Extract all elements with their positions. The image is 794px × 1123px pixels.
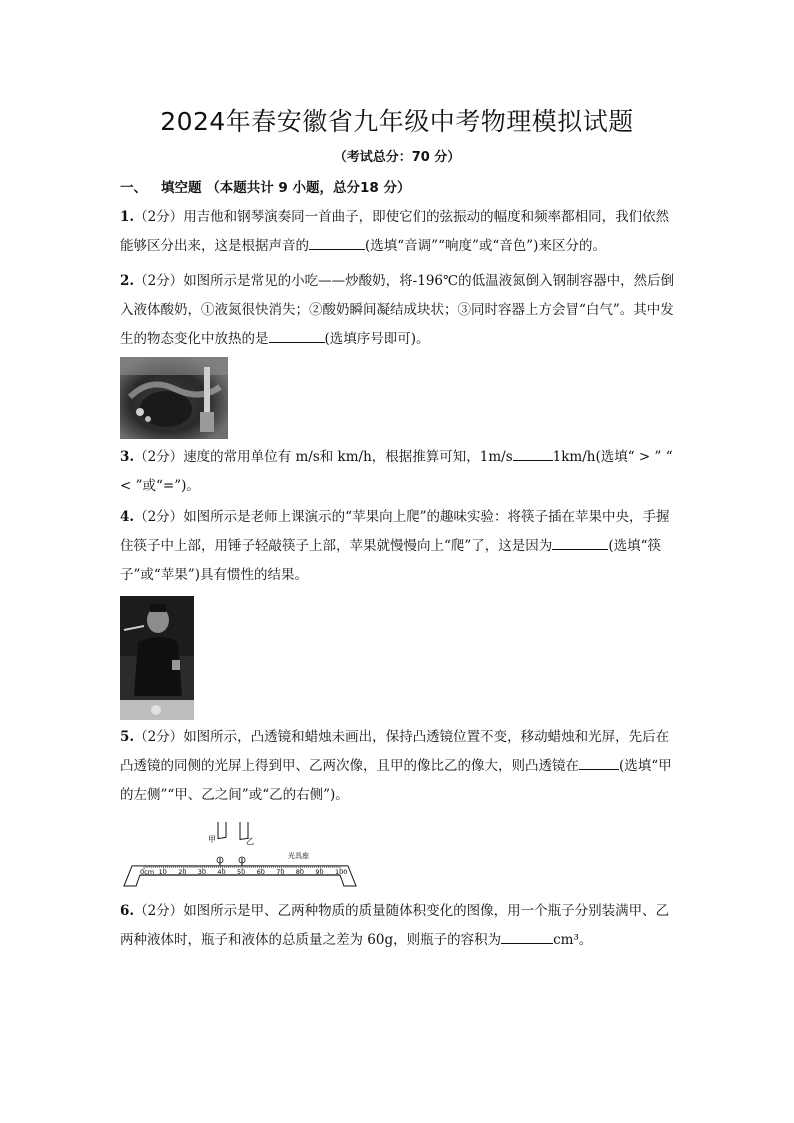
- section-heading: [120, 176, 410, 196]
- answer-blank[interactable]: [501, 929, 553, 944]
- label-jia: 甲: [208, 835, 216, 844]
- label-bench: 光具座: [288, 852, 309, 860]
- question-number: 5.: [120, 729, 135, 745]
- question-number: 3.: [120, 449, 135, 465]
- question-text: 用吉他和钢琴演奏同一首曲子，即使它们的弦振动的幅度和频率都相同，我们依然能够区分出来，这是根据声音的: [120, 209, 670, 254]
- question-text: 速度的常用单位有 m/s和 km/h，根据推算可知，1m/s: [183, 449, 513, 465]
- question-text-tail: (选填“筷子”或“苹果”)具有惯性的结果。: [120, 538, 661, 583]
- scale-tick-label: 60: [256, 868, 265, 876]
- question-6: [120, 897, 680, 955]
- scale-tick-label: 80: [295, 868, 305, 876]
- section-title: 填空题: [161, 180, 202, 196]
- question-points: （2分）: [134, 209, 184, 225]
- question-text-tail: (选填序号即可)。: [324, 331, 430, 347]
- question-text: 如图所示，凸透镜和蜡烛未画出，保持凸透镜位置不变，移动蜡烛和光屏，先后在凸透镜的同侧的光屏上得到甲、乙两次像，且甲的像比乙的像大，则凸透镜在: [120, 729, 670, 774]
- question-text-tail: (选填“甲的左侧”“甲、乙之间”或“乙的右侧”)。: [120, 758, 672, 803]
- figure-teacher-apple-photo: [120, 596, 194, 720]
- question-number: 6.: [120, 903, 135, 919]
- question-text-tail: 1km/h(选填“ > ” “ < ”或“=”)。: [120, 449, 673, 494]
- answer-blank[interactable]: [513, 446, 553, 461]
- question-number: 4.: [120, 509, 135, 525]
- section-number: 一、: [120, 180, 147, 196]
- figure-fried-yogurt-photo: [120, 357, 228, 439]
- question-number: 2.: [120, 273, 135, 289]
- question-text: 如图所示是老师上课演示的“苹果向上爬”的趣味实验：将筷子插在苹果中央，手握住筷子中上部，用锤子轻敲筷子上部，苹果就慢慢向上“爬”了，这是因为: [120, 509, 670, 554]
- page-title: 2024年春安徽省九年级中考物理模拟试题: [160, 107, 634, 136]
- question-text: 如图所示是甲、乙两种物质的质量随体积变化的图像，用一个瓶子分别装满甲、乙两种液体时，瓶子和液体的总质量之差为 60g，则瓶子的容积为: [120, 903, 670, 948]
- question-points: （2分）: [134, 903, 184, 919]
- scale-tick-label: 40: [217, 868, 226, 876]
- label-yi: 乙: [246, 837, 254, 846]
- question-text: 如图所示是常见的小吃——炒酸奶，将-196℃的低温液氮倒入钢制容器中，然后倒入液体酸奶，①液氮很快消失；②酸奶瞬间凝结成块状；③同时容器上方会冒“白气”。其中发生的物态变化中放热的是: [120, 273, 675, 347]
- scale-tick-label: 10: [158, 868, 167, 876]
- question-number: 1.: [120, 209, 135, 225]
- section-info: （本题共计 9 小题，总分18 分）: [206, 180, 411, 196]
- answer-blank[interactable]: [309, 235, 365, 250]
- screen-jia: [218, 822, 226, 839]
- scale-tick-label: 100: [335, 868, 348, 876]
- question-points: （2分）: [134, 729, 184, 745]
- scale-tick-label: 50: [237, 868, 246, 876]
- question-text-tail: (选填“音调”“响度”或“音色”)来区分的。: [365, 238, 606, 254]
- question-points: （2分）: [134, 273, 184, 289]
- answer-blank[interactable]: [552, 535, 608, 550]
- scale-tick-label: 70: [276, 868, 285, 876]
- question-points: （2分）: [134, 449, 184, 465]
- scale-tick-label: 0cm: [140, 868, 155, 876]
- figure-optical-bench: [122, 822, 358, 892]
- question-4: [120, 503, 680, 590]
- answer-blank[interactable]: [269, 328, 325, 343]
- question-points: （2分）: [134, 509, 184, 525]
- answer-blank[interactable]: [579, 755, 619, 770]
- question-5: [120, 723, 680, 810]
- scale-tick-label: 30: [197, 868, 207, 876]
- page-subtitle: （考试总分：70 分）: [333, 150, 461, 165]
- question-text-tail: cm³。: [553, 932, 593, 948]
- scale-tick-label: 20: [178, 868, 187, 876]
- question-3: [120, 443, 680, 501]
- question-1: [120, 203, 680, 261]
- scale-tick-label: 90: [315, 868, 324, 876]
- question-2: [120, 267, 680, 354]
